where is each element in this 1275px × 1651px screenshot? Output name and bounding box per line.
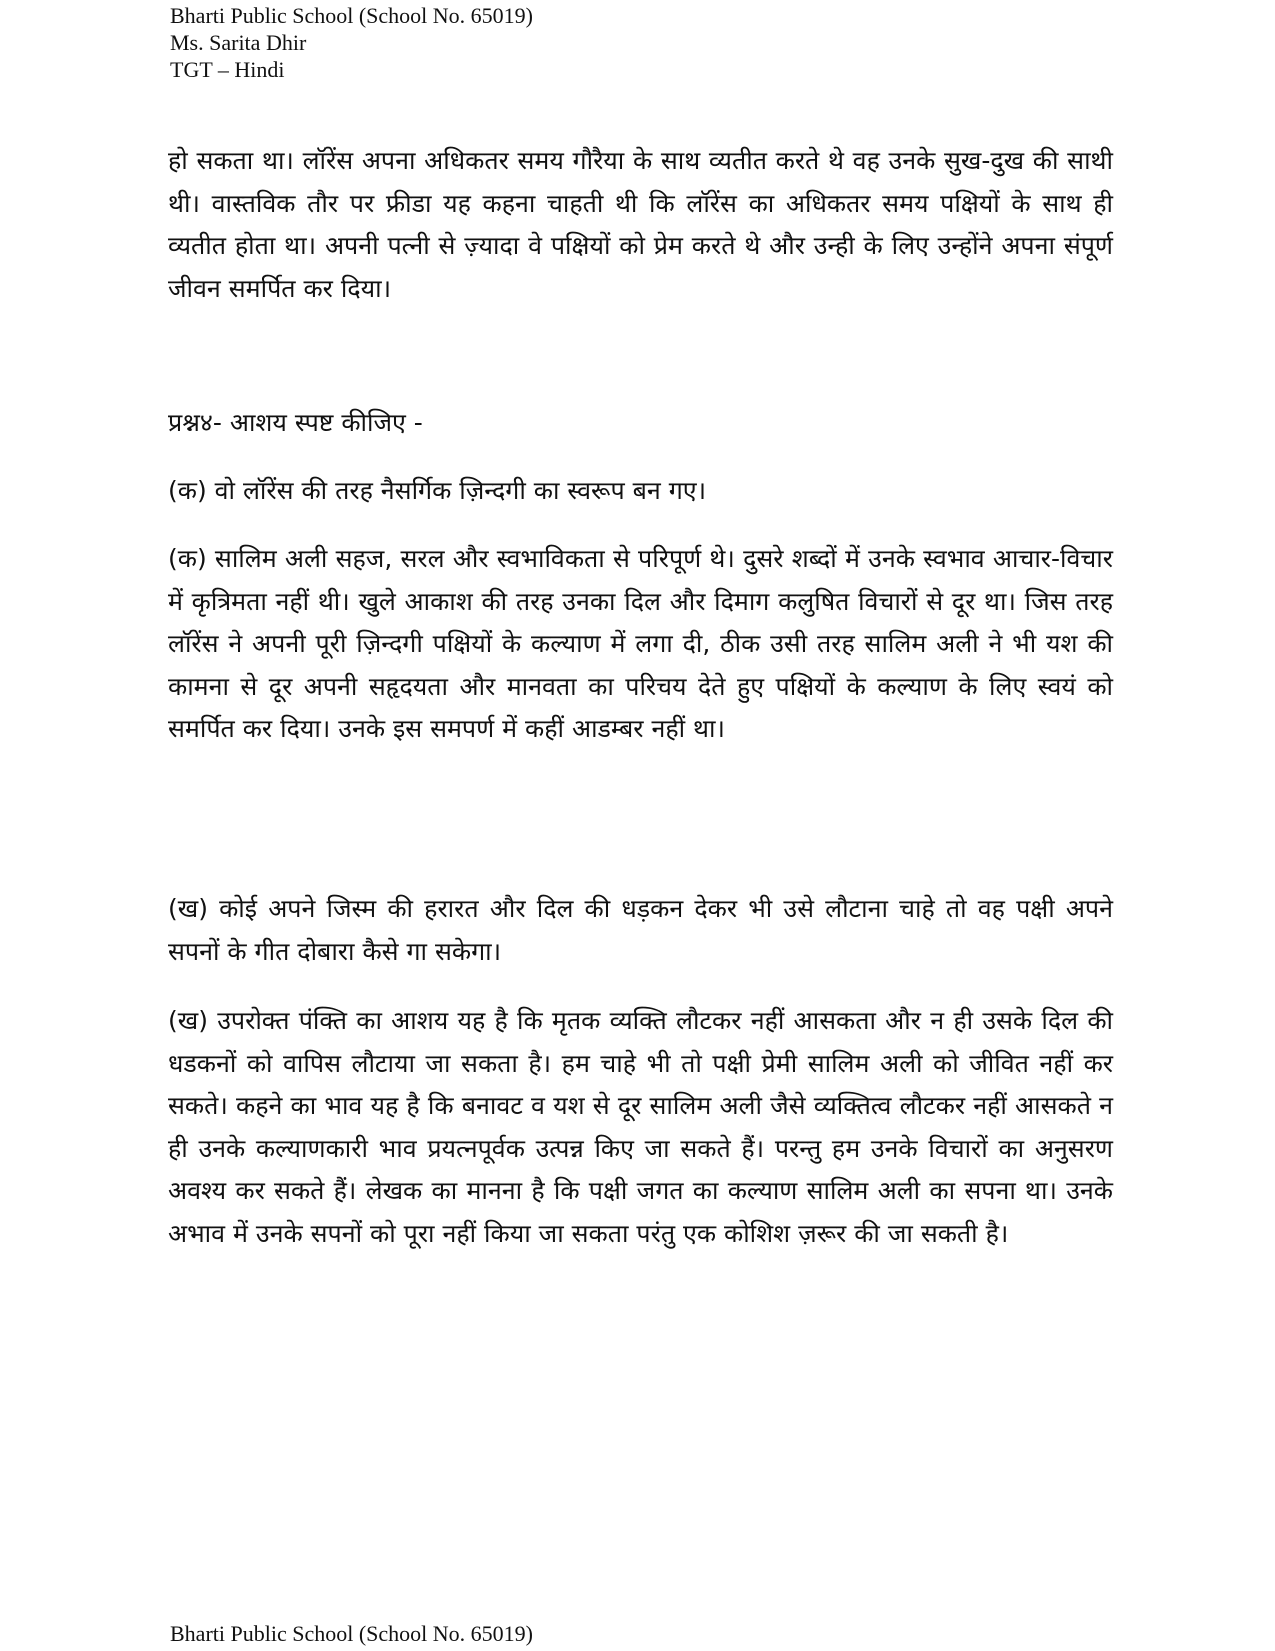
page-footer: Bharti Public School (School No. 65019)	[170, 1621, 533, 1646]
header-school-name: Bharti Public School (School No. 65019)	[170, 3, 533, 28]
answer-ka: (क) सालिम अली सहज, सरल और स्वभाविकता से परिपूर्ण थे। दुसरे शब्दों में उनके स्वभाव आचार-विचार में कृत्रिमता नहीं थी। खुले आकाश की तरह उनका दिल और दिमाग कलुषित विचारों से दूर था। जिस तरह लॉरेंस ने अपनी पूरी ज़िन्दगी पक्षियों के कल्याण में लगा दी, ठीक उसी तरह सालिम अली ने भी यश की कामना से दूर अपनी सहृदयता और मानवता का परिचय देते हुए पक्षियों के कल्याण के लिए स्वयं को समर्पित कर दिया। उनके इस समपर्ण में कहीं आडम्बर नहीं था।	[168, 544, 1113, 743]
continuation-paragraph: हो सकता था। लॉरेंस अपना अधिकतर समय गौरैया के साथ व्यतीत करते थे वह उनके सुख-दुख की साथी थी। वास्तविक तौर पर फ्रीडा यह कहना चाहती थी कि लॉरेंस का अधिकतर समय पक्षियों के साथ ही व्यतीत होता था। अपनी पत्नी से ज़्यादा वे पक्षियों को प्रेम करते थे और उन्ही के लिए उन्होंने अपना संपूर्ण जीवन समर्पित कर दिया।	[168, 146, 1113, 303]
question-4-heading: प्रश्न४- आशय स्पष्ट कीजिए -	[168, 408, 423, 437]
question-ka: (क) वो लॉरेंस की तरह नैसर्गिक ज़िन्दगी का स्वरूप बन गए।	[168, 476, 707, 505]
answer-kha: (ख) उपरोक्त पंक्ति का आशय यह है कि मृतक व्यक्ति लौटकर नहीं आसकता और न ही उसके दिल की धडकनों को वापिस लौटाया जा सकता है। हम चाहे भी तो पक्षी प्रेमी सालिम अली को जीवित नहीं कर सकते। कहने का भाव यह है कि बनावट व यश से दूर सालिम अली जैसे व्यक्तित्व लौटकर नहीं आसकते न ही उनके कल्याणकारी भाव प्रयत्नपूर्वक उत्पन्न किए जा सकते हैं। परन्तु हम उनके विचारों का अनुसरण अवश्य कर सकते हैं। लेखक का मानना है कि पक्षी जगत का कल्याण सालिम अली का सपना था। उनके अभाव में उनके सपनों को पूरा नहीं किया जा सकता परंतु एक कोशिश ज़रूर की जा सकती है।	[168, 1006, 1113, 1248]
page-header	[170, 2, 533, 83]
header-subject: TGT – Hindi	[170, 57, 285, 82]
question-kha: (ख) कोई अपने जिस्म की हरारत और दिल की धड़कन देकर भी उसे लौटाना चाहे तो वह पक्षी अपने सपनों के गीत दोबारा कैसे गा सकेगा।	[168, 894, 1113, 966]
header-teacher-name: Ms. Sarita Dhir	[170, 30, 307, 55]
